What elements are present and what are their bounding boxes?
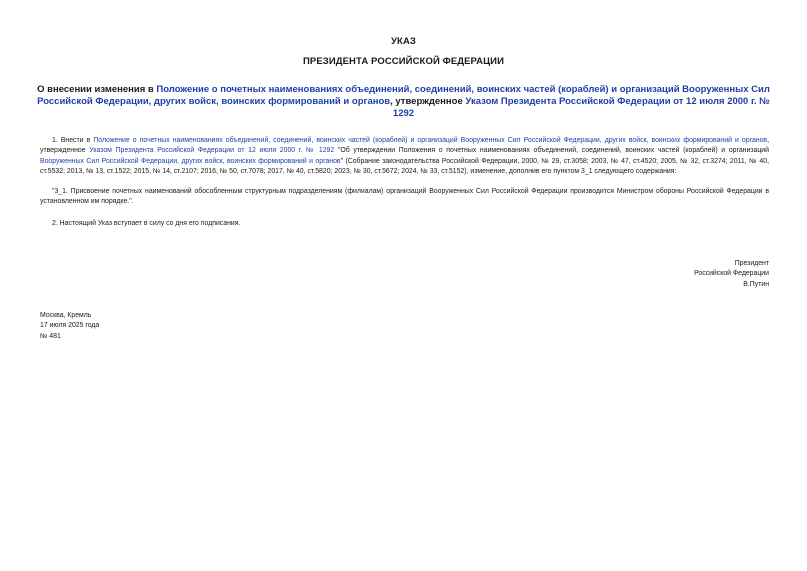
subject-link-decree[interactable]: Указом Президента Российской Федерации от 12 июля 2000 г. № 1292 <box>392 96 770 119</box>
subject-prefix: О внесении изменения в <box>37 84 157 95</box>
signing-date: 17 июля 2025 года <box>40 322 100 330</box>
paragraph-2: "3_1. Присвоение почетных наименований обособленным структурным подразделениям (филиалам) организаций Вооруженных Сил Российской Федерации производится Министром обороны Российской Федерации в установленном им порядке.". <box>40 188 769 206</box>
subject-link-regulation[interactable]: Положение о почетных наименованиях объединений, соединений, воинских частей (кораблей) и организаций Вооруженных Сил Российской Федерации, других войск, воинских формирований и органов <box>37 84 770 107</box>
signature-block <box>694 259 769 290</box>
decree-title: УКАЗ <box>391 36 416 47</box>
signing-place: Москва, Кремль <box>40 312 92 319</box>
p1-mid1: , утвержденное <box>40 137 769 155</box>
decree-subject <box>36 84 771 120</box>
decree-number: № 481 <box>40 332 61 340</box>
signature-name: В.Путин <box>743 280 769 288</box>
paragraph-1 <box>40 136 769 177</box>
p1-mid2: "Об утверждении Положения о почетных наименованиях объединений, соединений, воинских частей (кораблей) и организаций <box>334 147 769 155</box>
signature-country: Российской Федерации <box>694 270 769 278</box>
subject-mid: , утвержденное <box>390 96 466 107</box>
place-date-block <box>40 311 99 342</box>
p1-link-decree[interactable]: Указом Президента Российской Федерации от 12 июля 2000 г. № 1292 <box>89 147 335 155</box>
paragraph-3: 2. Настоящий Указ вступает в силу со дня его подписания. <box>52 220 241 227</box>
decree-issuer: ПРЕЗИДЕНТА РОССИЙСКОЙ ФЕДЕРАЦИИ <box>302 56 505 67</box>
p1-link-regulation[interactable]: Положение о почетных наименованиях объединений, соединений, воинских частей (кораблей) и организаций Вооруженных Сил Российской Федерации, других войск, воинских формирований и органов <box>93 137 768 144</box>
p1-suffix: " (Собрание законодательства Российской Федерации, 2000, № 29, ст.3058; 2003, № 47, ст.4520; 2005, № 32, ст.3274; 2011, № 40, ст.5532; 2013, № 13, ст.1522; 2015, № 14, ст.2107; 2016, № 50, ст.7078; 2017, № 40, ст.5820; 2023, № 30, ст.5672; 2024, № 33, ст.5152), изменение, дополнив его пунктом 3_1 следующего содержания: <box>40 157 769 175</box>
p1-link-armed-forces[interactable]: Вооруженных Сил Российской Федерации, других войск, воинских формирований и органов <box>40 157 341 165</box>
p1-prefix: 1. Внести в <box>52 137 94 144</box>
signature-title: Президент <box>734 260 769 267</box>
